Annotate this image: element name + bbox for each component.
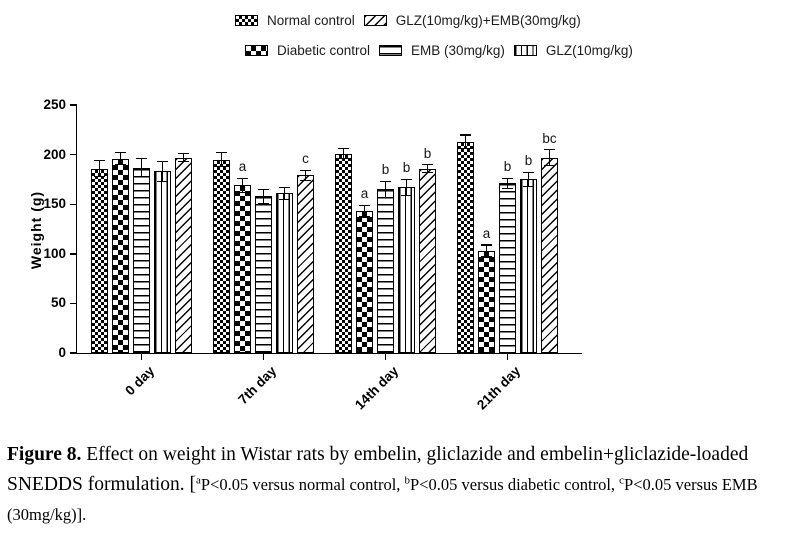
bar [377, 189, 394, 353]
significance-letter: b [402, 160, 411, 176]
error-bar-cap [157, 181, 168, 183]
significance-letter: b [524, 153, 533, 169]
error-bar [221, 153, 223, 167]
bar [499, 183, 516, 353]
legend-item [235, 13, 355, 28]
error-bar-cap [460, 148, 471, 150]
error-bar [364, 205, 366, 217]
bar [112, 159, 129, 353]
y-axis-title: Weight (g) [28, 190, 44, 270]
y-axis-tick [70, 204, 77, 206]
bar [255, 196, 272, 353]
caption-note-a: P<0.05 versus normal control, [200, 475, 405, 494]
x-axis-tick [507, 353, 509, 360]
legend-item [379, 43, 505, 58]
error-bar-cap [237, 178, 248, 180]
bar [276, 193, 293, 353]
x-axis-tick [263, 353, 265, 360]
significance-letter: b [503, 159, 512, 175]
error-bar-cap [300, 180, 311, 182]
bar [520, 179, 537, 353]
error-bar-cap [523, 172, 534, 174]
legend-swatch-hlines-icon [379, 45, 402, 56]
plot-area [43, 97, 582, 413]
bar [91, 169, 108, 354]
bar [398, 187, 415, 353]
significance-letter: a [360, 186, 369, 202]
error-bar-cap [279, 187, 290, 189]
error-bar [263, 189, 265, 203]
bar [154, 171, 171, 353]
y-axis-tick [70, 253, 77, 255]
error-bar-cap [460, 134, 471, 136]
x-tick-label: 21th day [473, 363, 523, 413]
bar [457, 142, 474, 353]
legend-label: GLZ(10mg/kg) [545, 43, 633, 58]
error-bar-cap [401, 195, 412, 197]
caption-sup-c: c [619, 474, 625, 487]
legend-item [364, 13, 581, 28]
y-tick-label: 100 [43, 245, 66, 261]
error-bar-cap [216, 152, 227, 154]
error-bar-cap [338, 158, 349, 160]
legend-label: EMB (30mg/kg) [411, 43, 505, 58]
legend-swatch-checker-coarse-icon [245, 45, 268, 56]
error-bar-cap [422, 172, 433, 174]
error-bar [465, 135, 467, 149]
error-bar [284, 187, 286, 199]
x-axis-tick [141, 353, 143, 360]
bar [297, 175, 314, 353]
caption-sup-b: b [404, 474, 411, 487]
error-bar-cap [178, 153, 189, 155]
legend-swatch-vlines-icon [514, 45, 537, 56]
error-bar-cap [237, 192, 248, 194]
caption-note-c: P<0.05 versus EMB (30mg/kg)]. [7, 475, 758, 524]
error-bar-cap [422, 164, 433, 166]
legend-item [514, 43, 633, 58]
error-bar [528, 172, 530, 186]
error-bar-cap [136, 176, 147, 178]
error-bar [99, 161, 101, 177]
error-bar-cap [523, 186, 534, 188]
error-bar-cap [115, 152, 126, 154]
error-bar-cap [380, 181, 391, 183]
y-tick-label: 50 [50, 295, 66, 311]
significance-letter: b [381, 162, 390, 178]
bar [356, 211, 373, 353]
significance-letter: bc [542, 130, 557, 146]
bar [335, 154, 352, 353]
error-bar-cap [502, 178, 513, 180]
error-bar-cap [94, 160, 105, 162]
legend-label: GLZ(10mg/kg)+EMB(30mg/kg) [395, 13, 581, 28]
legend-swatch-checker-fine-icon [235, 15, 258, 26]
error-bar-cap [401, 179, 412, 181]
bar [213, 160, 230, 353]
x-tick-label: 7th day [234, 363, 279, 408]
error-bar [141, 159, 143, 177]
y-axis-tick [70, 154, 77, 156]
error-bar-cap [136, 158, 147, 160]
error-bar [385, 181, 387, 197]
error-bar-cap [359, 216, 370, 218]
y-tick-label: 200 [43, 146, 66, 162]
error-bar-cap [502, 188, 513, 190]
error-bar-cap [338, 148, 349, 150]
x-tick-label: 0 day [121, 363, 157, 399]
caption-note-b: P<0.05 versus diabetic control, [410, 475, 620, 494]
legend-label: Normal control [267, 13, 355, 28]
y-axis-tick [70, 104, 77, 106]
error-bar-cap [481, 244, 492, 246]
bar [419, 169, 436, 354]
error-bar-cap [300, 170, 311, 172]
error-bar-cap [481, 256, 492, 258]
error-bar-cap [359, 205, 370, 207]
y-axis-tick [70, 303, 77, 305]
y-tick-label: 0 [58, 345, 66, 360]
significance-letter: a [482, 225, 491, 241]
error-bar-cap [544, 149, 555, 151]
error-bar-cap [157, 161, 168, 163]
error-bar [486, 245, 488, 257]
error-bar-cap [380, 197, 391, 199]
y-tick-label: 250 [43, 97, 66, 112]
error-bar [549, 150, 551, 166]
bar [133, 168, 150, 354]
bar [478, 251, 495, 353]
bar [234, 185, 251, 353]
error-bar-cap [544, 165, 555, 167]
bar [541, 158, 558, 353]
significance-letter: b [423, 145, 432, 161]
error-bar [242, 178, 244, 192]
bar [175, 158, 192, 353]
significance-letter: c [302, 151, 309, 167]
caption-label: Figure 8. [7, 444, 82, 465]
caption-sup-a: a [196, 474, 201, 487]
chart-legend [235, 13, 633, 73]
y-tick-label: 150 [43, 196, 66, 212]
x-axis-tick [385, 353, 387, 360]
x-tick-label: 14th day [351, 363, 401, 413]
error-bar-cap [115, 164, 126, 166]
error-bar [406, 179, 408, 195]
error-bar-cap [258, 203, 269, 205]
error-bar-cap [178, 161, 189, 163]
error-bar [162, 162, 164, 182]
legend-row [235, 43, 633, 58]
legend-row [235, 13, 633, 28]
error-bar-cap [279, 199, 290, 201]
caption-body: Effect on weight in Wistar rats by embelin, gliclazide and embelin+gliclazide-loaded SNEDDS formulation. [ [7, 444, 749, 495]
error-bar-cap [216, 166, 227, 168]
legend-item [245, 43, 370, 58]
legend-swatch-diag-icon [364, 15, 387, 26]
error-bar-cap [94, 176, 105, 178]
error-bar [120, 153, 122, 165]
legend-label: Diabetic control [277, 43, 371, 58]
figure-caption [7, 440, 805, 530]
significance-letter: a [238, 159, 247, 175]
y-axis-tick [70, 352, 77, 354]
error-bar-cap [258, 189, 269, 191]
